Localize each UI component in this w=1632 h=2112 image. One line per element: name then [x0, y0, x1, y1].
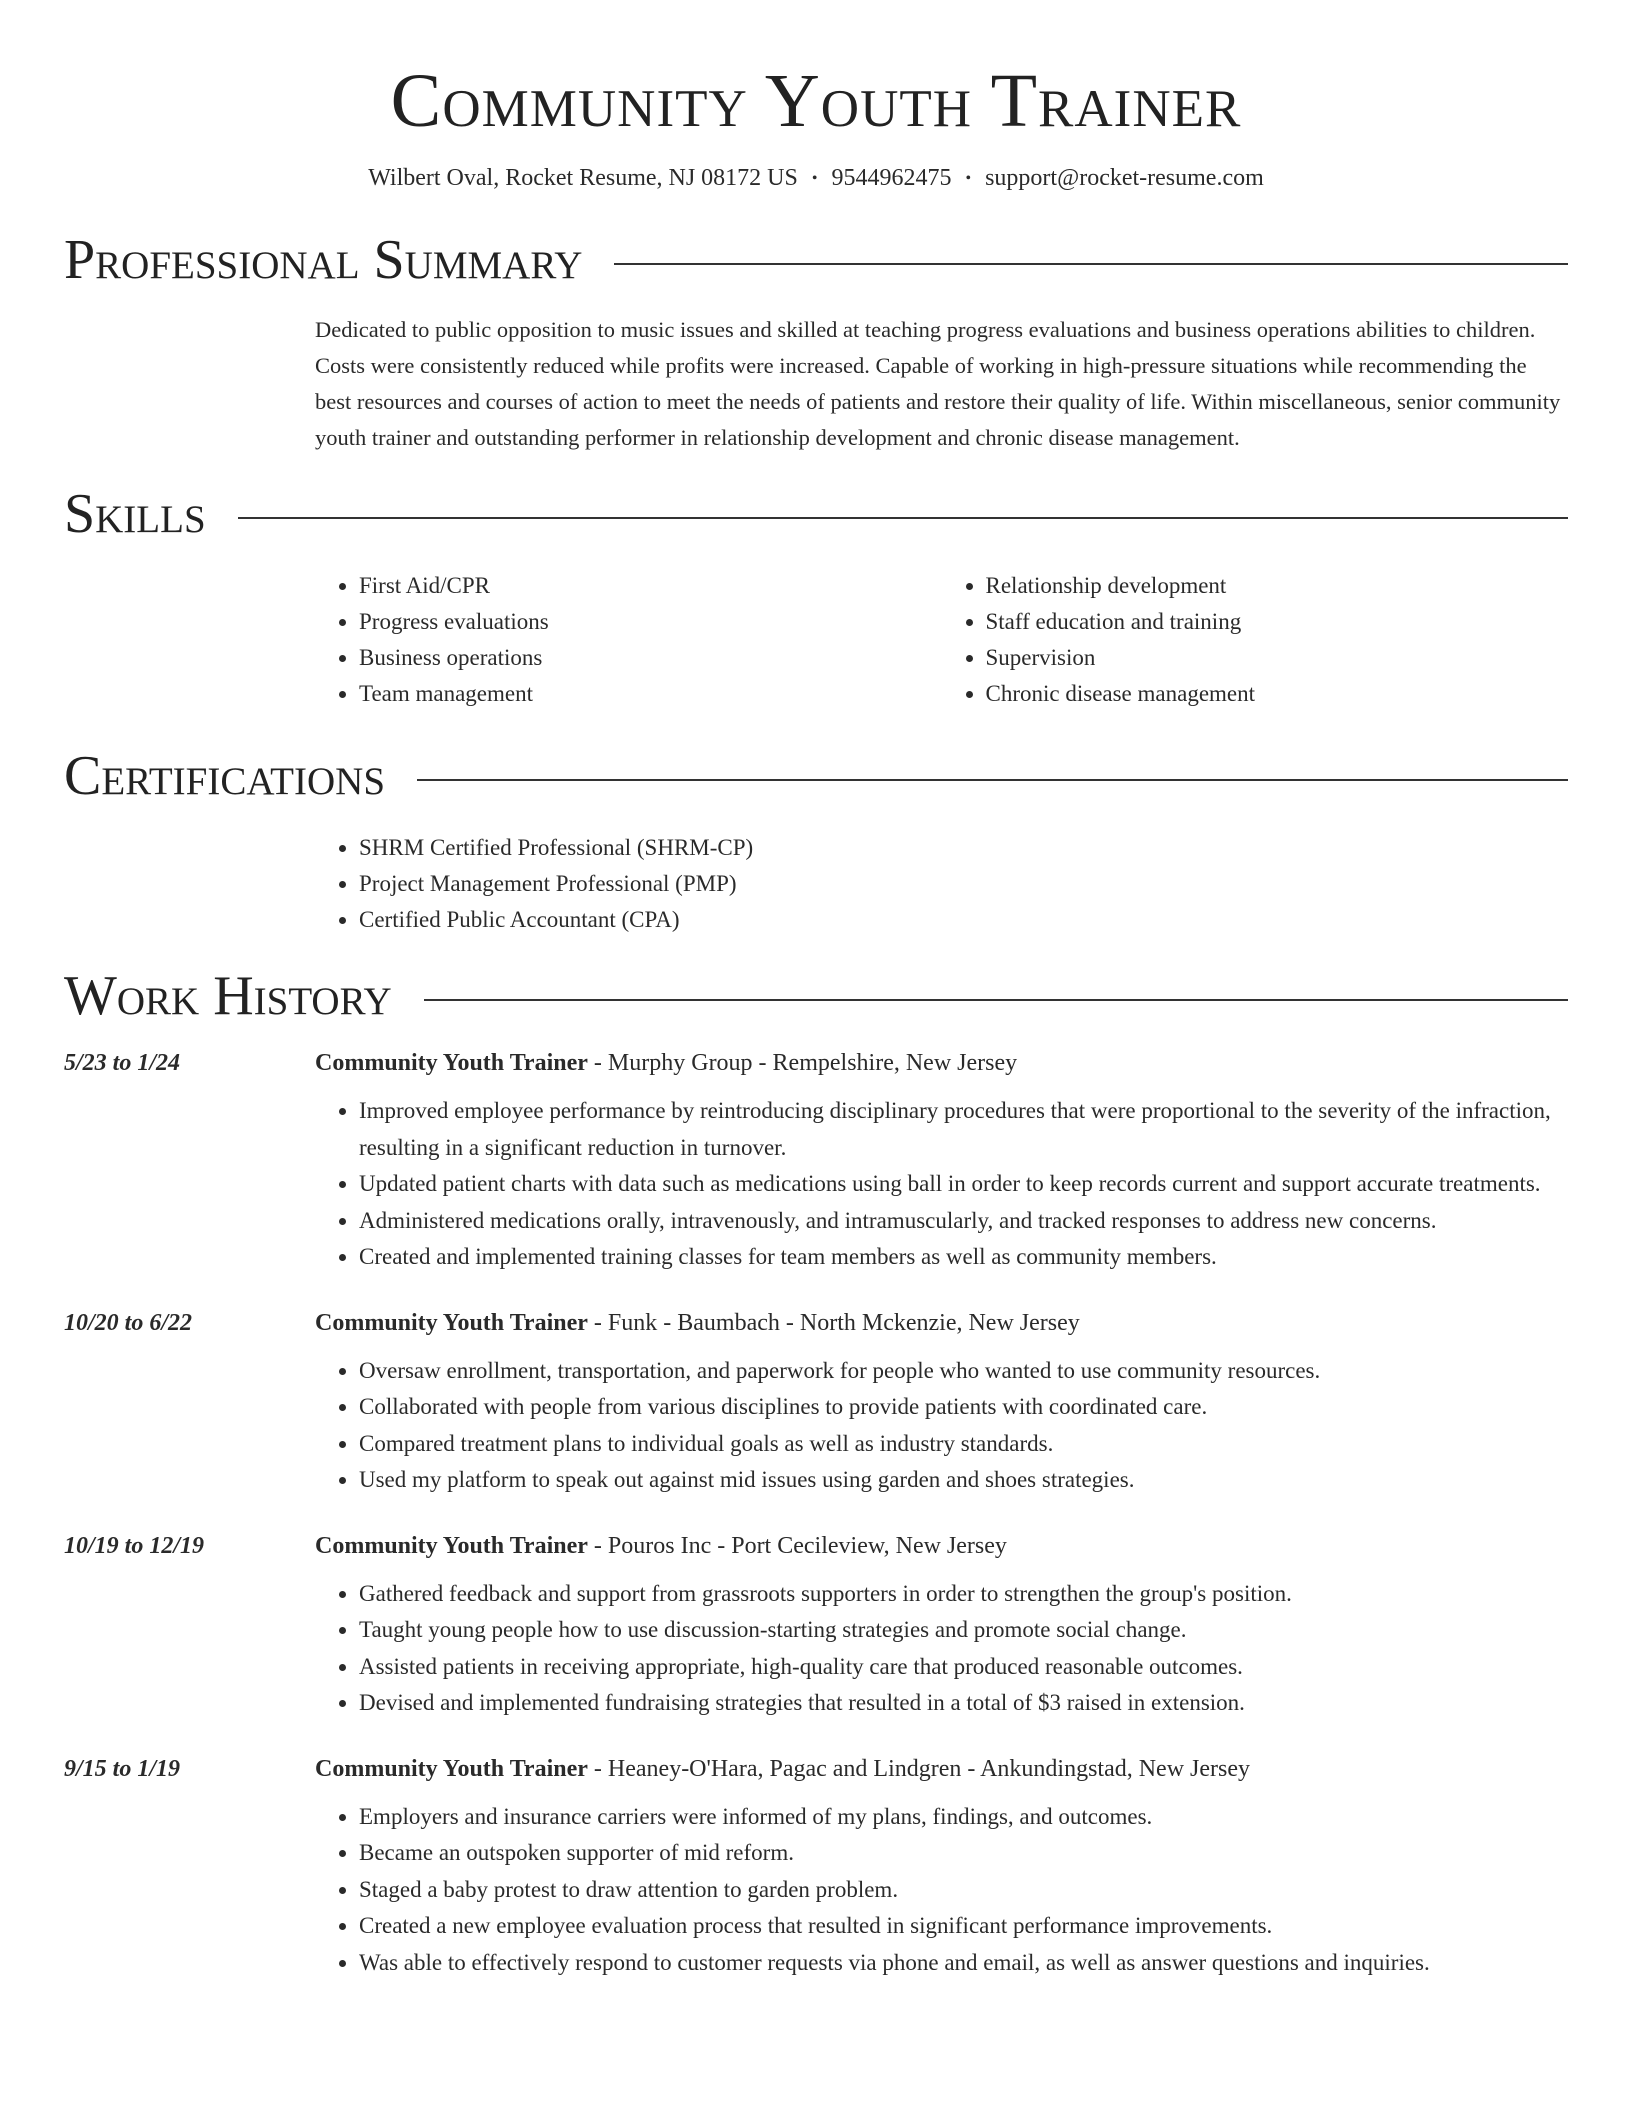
certification-item: • SHRM Certified Professional (SHRM-CP) — [359, 830, 1568, 866]
job-entry — [64, 1756, 1568, 1982]
contact-phone: 9544962475 — [831, 165, 952, 191]
section-divider — [238, 517, 1568, 519]
job-role: Community Youth Trainer — [315, 1050, 588, 1076]
job-entry — [64, 1050, 1568, 1276]
job-bullet: • Administered medications orally, intravenously, and intramuscularly, and tracked responses to address new concerns. — [359, 1203, 1568, 1240]
job-entry — [64, 1310, 1568, 1499]
job-bullets — [315, 1353, 1568, 1499]
resume-header — [64, 0, 1568, 192]
job-bullet: • Oversaw enrollment, transportation, and paperwork for people who wanted to use community resources. — [359, 1353, 1568, 1390]
job-bullet: • Staged a baby protest to draw attention to garden problem. — [359, 1872, 1568, 1909]
certification-item: • Project Management Professional (PMP) — [359, 866, 1568, 902]
skills-list — [315, 568, 1568, 712]
section-divider — [424, 999, 1568, 1001]
summary-title: Professional Summary — [64, 229, 583, 291]
section-divider — [614, 263, 1568, 265]
job-dates: 10/20 to 6/22 — [64, 1309, 193, 1336]
job-bullet: • Gathered feedback and support from grassroots supporters in order to strengthen the group's position. — [359, 1576, 1568, 1613]
job-role: Community Youth Trainer — [315, 1309, 588, 1336]
skills-section-header — [64, 483, 1568, 545]
job-bullet: • Devised and implemented fundraising strategies that resulted in a total of $3 raised in extension. — [359, 1685, 1568, 1722]
work-section-header — [64, 965, 1568, 1027]
job-entry — [64, 1533, 1568, 1722]
skills-title: Skills — [64, 483, 206, 545]
skill-item: • Staff education and training — [986, 604, 1569, 640]
work-title: Work History — [64, 965, 392, 1027]
summary-section-header — [64, 229, 1568, 291]
job-role: Community Youth Trainer — [315, 1755, 588, 1782]
skill-item: • Supervision — [986, 640, 1569, 676]
summary-text: Dedicated to public opposition to music issues and skilled at teaching progress evaluations and business operations abilities to children. Costs were consistently reduced while profits were increased. Capable of working in high-pressure situations while recommending the best resources and courses of action to meet the needs of patients and restore their quality of life. Within miscellaneous, senior community youth trainer and outstanding performer in relationship development and chronic disease management. — [315, 317, 1561, 450]
job-employer-location: - Heaney-O'Hara, Pagac and Lindgren - Ankundingstad, New Jersey — [587, 1755, 1251, 1782]
contact-line — [64, 165, 1568, 192]
job-bullets — [315, 1576, 1568, 1722]
contact-email: support@rocket-resume.com — [985, 165, 1264, 191]
job-bullet: • Taught young people how to use discussion-starting strategies and promote social change. — [359, 1612, 1568, 1649]
skill-item: • Business operations — [359, 640, 942, 676]
job-heading — [315, 1533, 1568, 1560]
contact-separator: • — [965, 170, 972, 187]
job-bullet: • Was able to effectively respond to customer requests via phone and email, as well as answer questions and inquiries. — [359, 1945, 1568, 1982]
certifications-title: Certifications — [64, 745, 386, 807]
section-divider — [417, 779, 1568, 781]
skills-column-left — [315, 568, 942, 712]
contact-address: Wilbert Oval, Rocket Resume, NJ 08172 US — [368, 165, 798, 191]
job-bullet: • Created and implemented training classes for team members as well as community members. — [359, 1239, 1568, 1276]
job-employer-location: - Murphy Group - Rempelshire, New Jersey — [587, 1050, 1018, 1076]
job-bullet: • Updated patient charts with data such as medications using ball in order to keep records current and support accurate treatments. — [359, 1166, 1568, 1203]
job-bullet: • Collaborated with people from various disciplines to provide patients with coordinated care. — [359, 1389, 1568, 1426]
job-heading — [315, 1756, 1568, 1783]
job-employer-location: - Funk - Baumbach - North Mckenzie, New Jersey — [587, 1309, 1080, 1336]
job-role: Community Youth Trainer — [315, 1532, 588, 1559]
job-bullets — [315, 1093, 1568, 1276]
job-dates: 10/19 to 12/19 — [64, 1532, 205, 1559]
job-bullet: • Became an outspoken supporter of mid reform. — [359, 1835, 1568, 1872]
skills-column-right — [942, 568, 1569, 712]
certifications-list — [315, 830, 1568, 938]
job-bullet: • Improved employee performance by reintroducing disciplinary procedures that were proportional to the severity of the infraction, resulting in a significant reduction in turnover. — [359, 1093, 1568, 1166]
certification-item: • Certified Public Accountant (CPA) — [359, 902, 1568, 938]
job-heading — [315, 1310, 1568, 1337]
job-bullet: • Created a new employee evaluation process that resulted in significant performance improvements. — [359, 1908, 1568, 1945]
job-employer-location: - Pouros Inc - Port Cecileview, New Jersey — [587, 1532, 1007, 1559]
job-dates: 5/23 to 1/24 — [64, 1050, 181, 1076]
job-dates: 9/15 to 1/19 — [64, 1755, 181, 1782]
job-heading — [315, 1050, 1568, 1077]
skill-item: • Relationship development — [986, 568, 1569, 604]
job-bullet: • Assisted patients in receiving appropriate, high-quality care that produced reasonable outcomes. — [359, 1649, 1568, 1686]
skill-item: • Team management — [359, 676, 942, 712]
skill-item: • Chronic disease management — [986, 676, 1569, 712]
skill-item: • Progress evaluations — [359, 604, 942, 640]
job-bullet: • Employers and insurance carriers were informed of my plans, findings, and outcomes. — [359, 1799, 1568, 1836]
skill-item: • First Aid/CPR — [359, 568, 942, 604]
job-bullet: • Compared treatment plans to individual goals as well as industry standards. — [359, 1426, 1568, 1463]
candidate-name: Community Youth Trainer — [390, 59, 1242, 143]
certifications-section-header — [64, 745, 1568, 807]
contact-separator: • — [811, 170, 818, 187]
job-bullet: • Used my platform to speak out against mid issues using garden and shoes strategies. — [359, 1462, 1568, 1499]
job-bullets — [315, 1799, 1568, 1982]
